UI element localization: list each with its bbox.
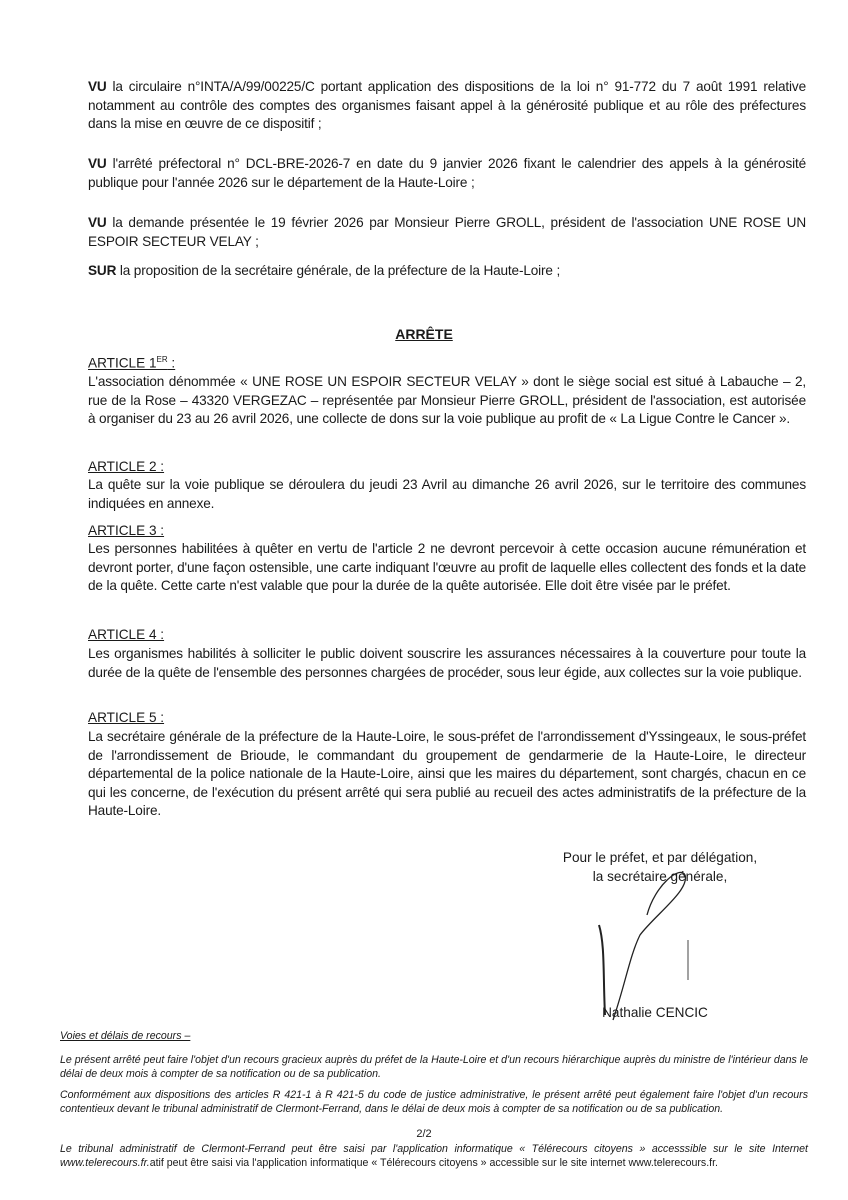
considerant-text: la circulaire n°INTA/A/99/00225/C portant application des dispositions de la loi n° 91-772 du 7 août 1991 relative notamment au contrôle des comptes des organismes faisant appel à la générosité publique et au rôle des préfectures dans la mise en œuvre de ce dispositif ;	[88, 79, 806, 131]
recours-title: Voies et délais de recours –	[60, 1030, 191, 1042]
article-5-label	[88, 710, 164, 725]
telerecours-line: Le tribunal administratif de Clermont-Ferrand peut être saisi par l'application informatique « Télérecours citoyens » accesssible sur le site	[60, 1143, 766, 1155]
article-4-text: Les organismes habilités à solliciter le public doivent souscrire les assurances nécessaires à la couverture pour toute la durée de la quête de l'ensemble des personnes chargées de procéder, sous leur égide, aux collectes sur la voie publique.	[88, 646, 806, 680]
considerant-text: l'arrêté préfectoral n° DCL-BRE-2026-7 en date du 9 janvier 2026 fixant le calendrier des appels à la générosité publique pour l'année 2026 sur le département de la Haute-Loire ;	[88, 156, 806, 190]
considerant-text: la demande présentée le 19 février 2026 par Monsieur Pierre GROLL, président de l'association UNE ROSE UN ESPOIR SECTEUR VELAY ;	[88, 215, 806, 249]
label: ARTICLE 5	[88, 710, 157, 725]
label: ARTICLE 4	[88, 627, 157, 642]
suffix: :	[156, 627, 165, 642]
article-1-label	[88, 355, 175, 371]
label: ARTICLE 3	[88, 523, 157, 538]
keyword: VU	[88, 79, 107, 94]
suffix: :	[156, 459, 165, 474]
article-1-text: L'association dénommée « UNE ROSE UN ESPOIR SECTEUR VELAY » dont le siège social est situé à Labauche – 2, rue de la Rose – 43320 VERGEZAC – représentée par Monsieur Pierre GROLL, président de l'association, est autorisée à organiser du 23 au 26 avril 2026, une collecte de dons sur la voie publique au profit de « La Ligue Contre le Cancer ».	[88, 374, 806, 426]
suffix: :	[156, 523, 165, 538]
article-3-label	[88, 523, 164, 538]
recours-gracieux: Le présent arrêté peut faire l'objet d'un recours gracieux auprès du préfet de la Haute-Loire et d'un recours hiérarchique auprès du ministre de l'intérieur dans le délai de deux mois à compter de sa notification ou de sa publication.	[60, 1054, 808, 1080]
label: ARTICLE 1	[88, 355, 157, 371]
considerant-arrete	[88, 155, 806, 192]
article-4-label	[88, 627, 164, 642]
signature-line-2: la secrétaire générale,	[592, 869, 728, 884]
considerant-circulaire	[88, 78, 806, 134]
article-3-text: Les personnes habilitées à quêter en vertu de l'article 2 ne devront percevoir à cette occasion aucune rémunération et devront porter, d'une façon ostensible, une carte indiquant l'œuvre au profit de laquelle elles collectent des fonds et la date de la quête. Cette carte n'est valable que pour la durée de la quête autorisée. Elle doit être visée par le préfet.	[88, 541, 806, 593]
label: ARTICLE 2	[88, 459, 157, 474]
considerant-text: la proposition de la secrétaire générale, de la préfecture de la Haute-Loire ;	[116, 263, 561, 278]
page-number: 2/2	[416, 1128, 432, 1140]
decision-title: ARRÊTE	[395, 326, 453, 342]
article-2-text: La quête sur la voie publique se déroulera du jeudi 23 Avril au dimanche 26 avril 2026, sur le territoire des communes indiquées en annexe.	[88, 477, 806, 511]
recours-contentieux: Conformément aux dispositions des articles R 421-1 à R 421-5 du code de justice administrative, le présent arrêté peut également faire l'objet d'un recours contentieux devant le tribunal administratif de Clermont-Ferrand, dans le délai de deux mois à compter de sa notification ou de sa publication.	[60, 1089, 808, 1115]
keyword: VU	[88, 215, 107, 230]
suffix: :	[156, 710, 165, 725]
signatory-name: Nathalie CENCIC	[602, 1005, 708, 1020]
article-5-text: La secrétaire générale de la préfecture de la Haute-Loire, le sous-préfet de l'arrondissement d'Yssingeaux, le sous-préfet de l'arrondissement de Brioude, le commandant du groupement de gendarmerie de la Haute-Loire, le directeur départemental de la police nationale de la Haute-Loire, ainsi que les maires du département, sont chargés, chacun en ce qui les concerne, de l'exécution du présent arrêté qui sera publié au recueil des actes administratifs de la préfecture de la Haute-Loire.	[88, 729, 806, 818]
keyword: SUR	[88, 263, 117, 278]
telerecours-link: Internet www.telerecours.fr.	[60, 1143, 808, 1169]
sup: ER	[156, 355, 168, 364]
signature-line-1: Pour le préfet, et par délégation,	[562, 850, 758, 865]
telerecours-overlap: atif peut être saisi via l'application informatique « Télérecours citoyens » accessible sur le site internet www.telerecours.fr.	[149, 1156, 718, 1169]
article-2-label	[88, 459, 164, 474]
keyword: VU	[88, 156, 107, 171]
considerant-proposition	[88, 262, 806, 281]
considerant-demande	[88, 214, 806, 251]
telerecours-note	[60, 1143, 808, 1170]
suffix: :	[167, 355, 176, 371]
